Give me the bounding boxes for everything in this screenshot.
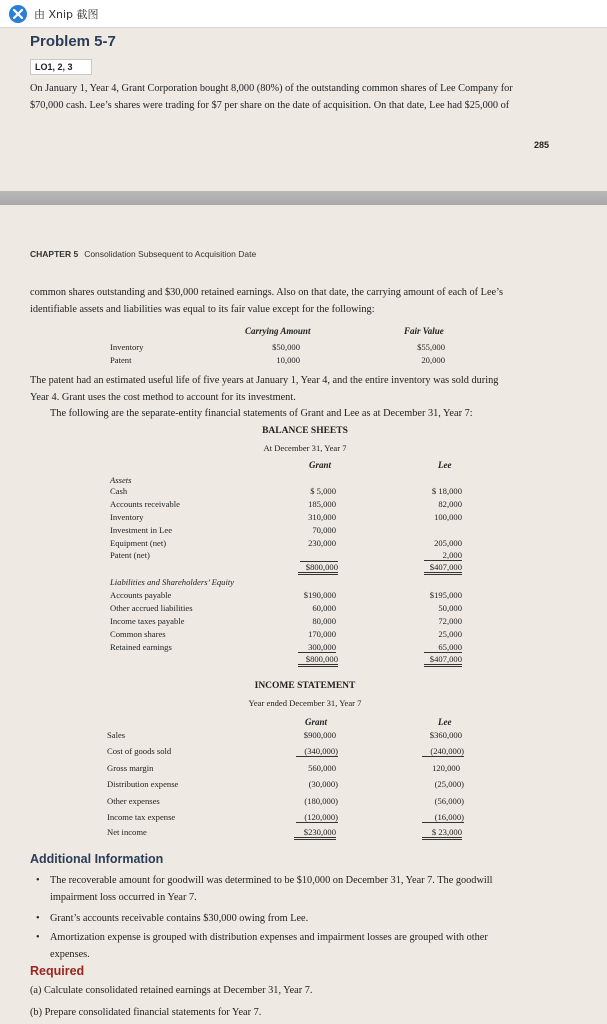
is-row-label: Gross margin <box>107 763 154 773</box>
bs-row-label: Income taxes payable <box>110 616 185 626</box>
patent-line-3: The following are the separate-entity financial statements of Grant and Lee as at December 31, Year 7: <box>50 408 473 419</box>
bs-row-label: Accounts receivable <box>110 499 180 509</box>
is-row-grant: (340,000) <box>296 746 338 757</box>
bs-row-label: Equipment (net) <box>110 538 167 548</box>
intro-line-1: common shares outstanding and $30,000 retained earnings. Also on that date, the carrying amount of each of Lee’s <box>30 287 503 298</box>
bs-row-grant: 80,000 <box>312 616 336 626</box>
page-divider <box>0 191 607 205</box>
bs-liab-total-grant: $800,000 <box>298 654 338 667</box>
bs-row-lee: 2,000 <box>424 550 462 561</box>
fv-row-carrying: $50,000 <box>272 342 300 352</box>
is-row-lee: (25,000) <box>434 779 464 789</box>
is-row-lee: (56,000) <box>434 796 464 806</box>
bs-row-grant: 70,000 <box>312 525 336 535</box>
fv-col-fair: Fair Value <box>404 326 444 336</box>
bs-row-lee: 72,000 <box>438 616 462 626</box>
is-row-label: Sales <box>107 730 126 740</box>
page-286 <box>0 205 607 1024</box>
bs-row-lee: 65,000 <box>424 642 462 653</box>
bs-col-lee: Lee <box>438 460 452 470</box>
bullet-icon: • <box>36 932 40 943</box>
problem-title: Problem 5-7 <box>30 33 116 50</box>
is-row-grant: $900,000 <box>303 730 336 740</box>
bs-row-grant: 185,000 <box>308 499 336 509</box>
bs-grant-subtotal-line <box>300 551 338 562</box>
bs-liab-heading: Liabilities and Shareholders’ Equity <box>110 577 235 587</box>
bs-col-grant: Grant <box>309 460 332 470</box>
is-col-lee: Lee <box>438 717 452 727</box>
bs-row-grant: 230,000 <box>308 538 336 548</box>
bullet-icon: • <box>36 913 40 924</box>
bs-row-lee: 205,000 <box>434 538 462 548</box>
lo-badge: LO1, 2, 3 <box>30 59 92 75</box>
fv-row-label: Patent <box>110 355 132 365</box>
is-row-grant: 560,000 <box>308 763 336 773</box>
bullet-3-line-2: expenses. <box>50 949 90 960</box>
intro-line-2: identifiable assets and liabilities was equal to its fair value except for the following: <box>30 304 375 315</box>
bullet-1-line-1: The recoverable amount for goodwill was determined to be $10,000 on December 31, Year 7. The goodwill <box>50 875 493 886</box>
is-row-label: Net income <box>107 827 147 837</box>
is-row-label: Distribution expense <box>107 779 179 789</box>
bs-row-label: Common shares <box>110 629 166 639</box>
is-row-lee: 120,000 <box>432 763 460 773</box>
is-title: INCOME STATEMENT <box>254 681 356 691</box>
additional-bullet-3 <box>36 929 550 963</box>
bullet-3-line-1: Amortization expense is grouped with distribution expenses and impairment losses are grouped with other <box>50 932 488 943</box>
bs-row-lee: $195,000 <box>429 590 462 600</box>
is-row-lee: $360,000 <box>429 730 462 740</box>
xnip-app-icon[interactable] <box>9 5 27 23</box>
fv-row-carrying: 10,000 <box>276 355 300 365</box>
is-row-label: Cost of goods sold <box>107 746 172 756</box>
bs-row-lee: 50,000 <box>438 603 462 613</box>
bs-assets-total-lee: $407,000 <box>424 562 462 575</box>
is-row-label: Income tax expense <box>107 812 176 822</box>
bullet-2-text: Grant’s accounts receivable contains $30,000 owing from Lee. <box>50 913 309 924</box>
is-row-grant: (180,000) <box>304 796 338 806</box>
bs-row-grant: 170,000 <box>308 629 336 639</box>
page-number: 285 <box>533 140 549 150</box>
additional-info-heading: Additional Information <box>30 852 164 866</box>
window-title: 由 Xnip 截图 <box>34 7 99 21</box>
is-col-grant: Grant <box>305 717 328 727</box>
bs-row-grant: $ 5,000 <box>310 486 336 496</box>
chapter-header <box>30 249 256 259</box>
is-row-lee: (16,000) <box>422 812 464 823</box>
is-row-grant: $230,000 <box>294 827 336 840</box>
bs-row-label: Other accrued liabilities <box>110 603 193 613</box>
window-titlebar <box>0 0 607 28</box>
problem-line-1: On January 1, Year 4, Grant Corporation bought 8,000 (80%) of the outstanding common shares of Lee Company for <box>30 83 513 94</box>
fv-col-carrying: Carrying Amount <box>245 326 311 336</box>
fv-row-fair: 20,000 <box>421 355 445 365</box>
is-subtitle: Year ended December 31, Year 7 <box>248 698 362 708</box>
bs-row-grant: 310,000 <box>308 512 336 522</box>
patent-line-1: The patent had an estimated useful life of five years at January 1, Year 4, and the entire inventory was sold during <box>30 375 499 386</box>
bs-row-label: Accounts payable <box>110 590 172 600</box>
chapter-title: Consolidation Subsequent to Acquisition Date <box>84 249 257 259</box>
bs-liab-total-lee: $407,000 <box>424 654 462 667</box>
additional-bullet-2 <box>36 910 550 927</box>
patent-line-2: Year 4. Grant uses the cost method to account for its investment. <box>30 392 296 403</box>
bs-subtitle: At December 31, Year 7 <box>263 443 347 453</box>
fv-row-fair: $55,000 <box>417 342 445 352</box>
bullet-icon: • <box>36 875 40 886</box>
required-heading: Required <box>30 964 85 978</box>
bs-title: BALANCE SHEETS <box>262 426 348 436</box>
bs-row-lee: $ 18,000 <box>431 486 462 496</box>
required-b: (b) Prepare consolidated financial statements for Year 7. <box>30 1007 262 1018</box>
is-row-grant: (30,000) <box>308 779 338 789</box>
bs-row-label: Investment in Lee <box>110 525 173 535</box>
bs-row-lee: 100,000 <box>434 512 462 522</box>
bs-assets-heading: Assets <box>110 475 132 485</box>
bs-row-grant: $190,000 <box>303 590 336 600</box>
is-row-label: Other expenses <box>107 796 160 806</box>
problem-line-2: $70,000 cash. Lee’s shares were trading for $7 per share on the date of acquisition. On that date, Lee had $25,000 of <box>30 100 510 111</box>
bs-row-label: Patent (net) <box>110 550 150 560</box>
bs-row-label: Cash <box>110 486 128 496</box>
page-285 <box>0 28 607 191</box>
additional-bullet-1 <box>36 872 550 906</box>
bs-assets-total-grant: $800,000 <box>298 562 338 575</box>
bs-row-label: Inventory <box>110 512 144 522</box>
bullet-1-line-2: impairment loss occurred in Year 7. <box>50 892 197 903</box>
bs-row-grant: 60,000 <box>312 603 336 613</box>
required-a: (a) Calculate consolidated retained earnings at December 31, Year 7. <box>30 985 313 996</box>
bs-row-label: Retained earnings <box>110 642 172 652</box>
chapter-label: CHAPTER 5 <box>30 249 79 259</box>
bs-row-lee: 82,000 <box>438 499 462 509</box>
bs-row-grant: 300,000 <box>298 642 336 653</box>
is-row-grant: (120,000) <box>296 812 338 823</box>
is-row-lee: $ 23,000 <box>422 827 462 840</box>
is-row-lee: (240,000) <box>422 746 464 757</box>
bs-row-lee: 25,000 <box>438 629 462 639</box>
fv-row-label: Inventory <box>110 342 144 352</box>
